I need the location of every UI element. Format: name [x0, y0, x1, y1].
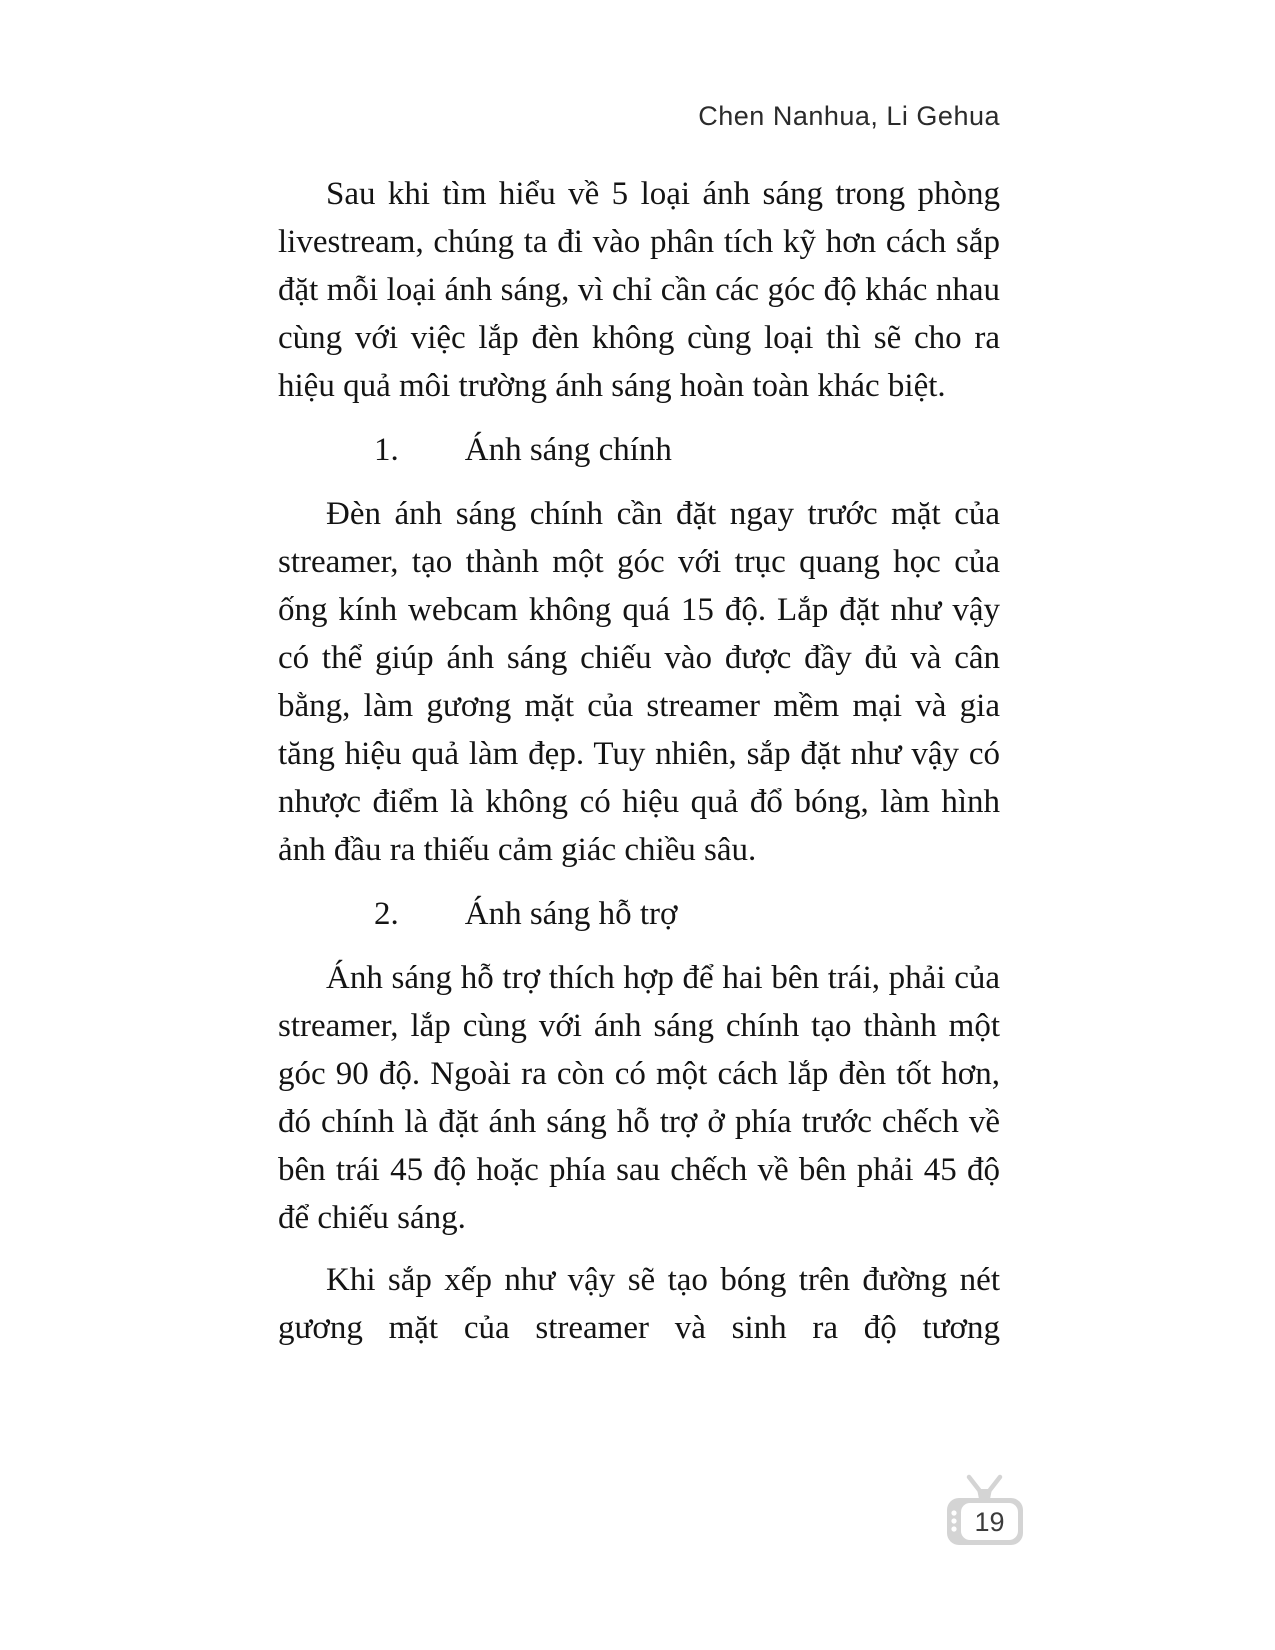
section-title: Ánh sáng chính — [464, 432, 672, 468]
tv-icon — [944, 1472, 1026, 1550]
body-text-block — [278, 170, 1000, 1366]
page-number-badge — [944, 1472, 1026, 1550]
paragraph-support-light: Ánh sáng hỗ trợ thích hợp để hai bên trái, phải của streamer, lắp cùng với ánh sáng chính tạo thành một góc 90 độ. Ngoài ra còn có một cách lắp đèn tốt hơn, đó chính là đặt ánh sáng hỗ trợ ở phía trước chếch về bên trái 45 độ hoặc phía sau chếch về bên phải 45 độ để chiếu sáng. — [278, 960, 1000, 1236]
section-number: 2. — [374, 896, 399, 932]
paragraph-shadow-effect: Khi sắp xếp như vậy sẽ tạo bóng trên đường nét gương mặt của streamer và sinh ra độ tương — [278, 1262, 1000, 1346]
section-heading-1 — [278, 426, 1000, 474]
section-heading-2 — [278, 890, 1000, 938]
page-number: 19 — [974, 1507, 1005, 1537]
running-header-authors: Chen Nanhua, Li Gehua — [698, 101, 1000, 131]
paragraph-intro: Sau khi tìm hiểu về 5 loại ánh sáng trong phòng livestream, chúng ta đi vào phân tích kỹ hơn cách sắp đặt mỗi loại ánh sáng, vì chỉ cần các góc độ khác nhau cùng với việc lắp đèn không cùng loại thì sẽ cho ra hiệu quả môi trường ánh sáng hoàn toàn khác biệt. — [278, 176, 1000, 404]
section-title: Ánh sáng hỗ trợ — [464, 896, 678, 932]
paragraph-main-light: Đèn ánh sáng chính cần đặt ngay trước mặt của streamer, tạo thành một góc với trục quang học của ống kính webcam không quá 15 độ. Lắp đặt như vậy có thể giúp ánh sáng chiếu vào được đầy đủ và cân bằng, làm gương mặt của streamer mềm mại và gia tăng hiệu quả làm đẹp. Tuy nhiên, sắp đặt như vậy có nhược điểm là không có hiệu quả đổ bóng, làm hình ảnh đầu ra thiếu cảm giác chiều sâu. — [278, 496, 1000, 868]
section-number: 1. — [374, 432, 399, 468]
